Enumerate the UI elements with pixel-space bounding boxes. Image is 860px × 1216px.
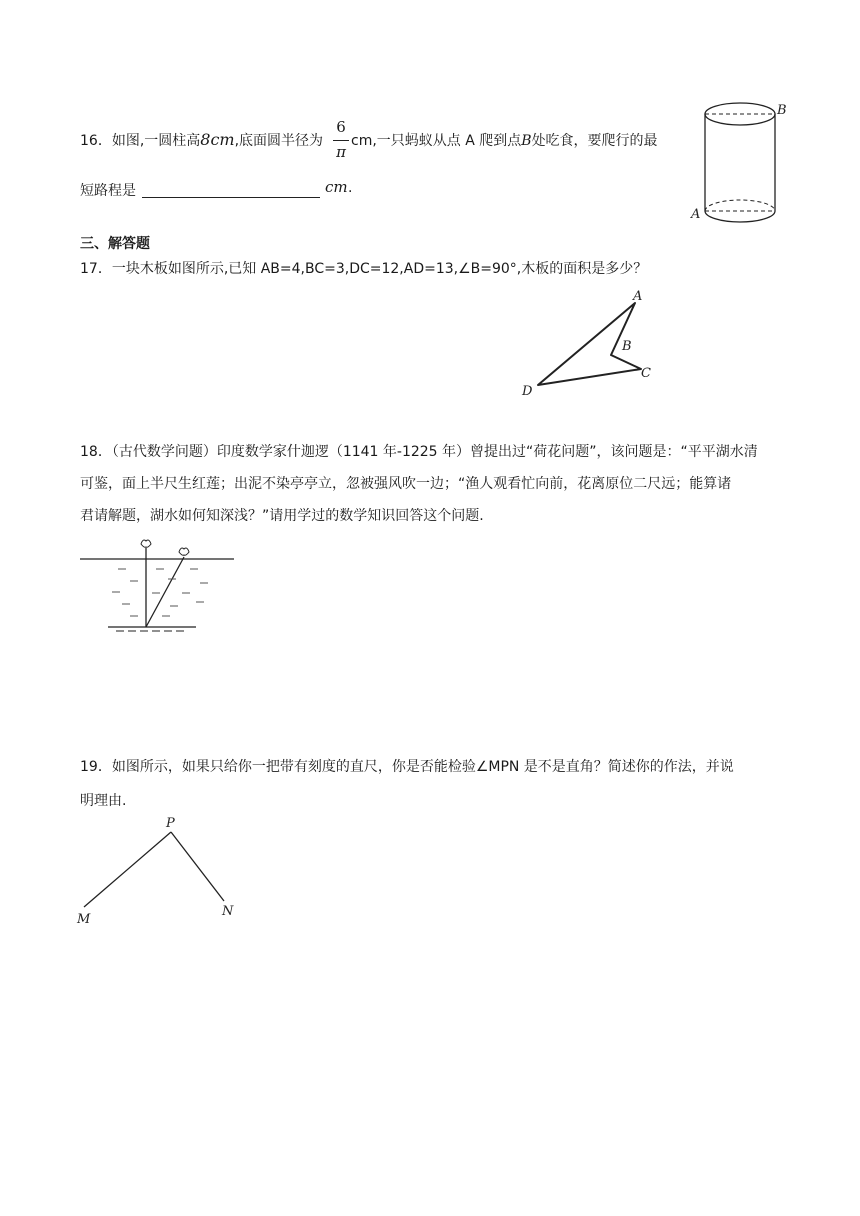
cylinder-bottom-back [705, 200, 775, 211]
q16-cylinder-figure [688, 96, 788, 224]
q16-mid-text: ,底面圆半径为 [234, 133, 324, 149]
q16-point-b: B [521, 133, 532, 149]
q19-label-n: N [222, 904, 234, 919]
water-ripple-dashes [112, 569, 208, 616]
q17-label-b: B [622, 339, 632, 354]
q16-number-text: 16．如图,一圆柱高 [80, 133, 201, 149]
q19-label-p: P [166, 816, 175, 831]
cylinder-label-b: B [777, 103, 787, 118]
lotus-flower-upright [141, 540, 151, 547]
q19-line1: 19．如图所示，如果只给你一把带有刻度的直尺，你是否能检验∠MPN 是不是直角？简述你的作法，并说 [80, 759, 734, 775]
q16-rest-text: cm,一只蚂蚁从点 A 爬到点 [351, 133, 522, 149]
lotus-flower-tilted [179, 548, 189, 555]
q16-unit: cm [325, 178, 348, 196]
ray-pn [171, 832, 224, 901]
q18-line2: 可鉴，面上半尺生红莲；出泥不染亭亭立，忽被强风吹一边；“渔人观看忙向前，花离原位二尺远；能算诸 [80, 476, 732, 492]
cylinder-label-a: A [691, 207, 701, 222]
q19-line2: 明理由. [80, 793, 127, 809]
q17-label-d: D [522, 384, 533, 399]
q19-label-m: M [77, 912, 91, 927]
ray-pm [84, 832, 171, 907]
q16-answer-blank[interactable] [142, 197, 320, 198]
section-heading-answers: 三、解答题 [80, 236, 150, 252]
q17-label-c: C [641, 366, 651, 381]
q16-line2-text: 短路程是 [80, 183, 136, 199]
q18-lotus-figure [78, 538, 238, 634]
q17-text: 17．一块木板如图所示,已知 AB=4,BC=3,DC=12,AD=13,∠B=90°,木板的面积是多少？ [80, 261, 648, 277]
q16-fraction-numerator: 6 [336, 118, 346, 136]
q16-height-value: 8cm [200, 130, 235, 149]
q16-line2 [80, 180, 136, 200]
q16-fraction-denominator: π [336, 143, 346, 161]
cylinder-bottom-front [705, 211, 775, 222]
q16-fraction-bar [333, 140, 349, 141]
q18-line1: 18．（古代数学问题）印度数学家什迦逻（1141 年-1225 年）曾提出过“荷花问题”，该问题是：“平平湖水清 [80, 444, 758, 460]
q17-board-figure [515, 285, 665, 400]
q19-angle-figure [74, 813, 244, 928]
q16-tail-text: 处吃食，要爬行的最 [531, 133, 658, 149]
q16-line1 [80, 130, 323, 150]
q18-line3: 君请解题，湖水如何知深浅？”请用学过的数学知识回答这个问题. [80, 508, 484, 524]
q17-label-a: A [633, 289, 643, 304]
q16-line1-rest [351, 130, 658, 150]
q16-period: . [348, 180, 353, 196]
